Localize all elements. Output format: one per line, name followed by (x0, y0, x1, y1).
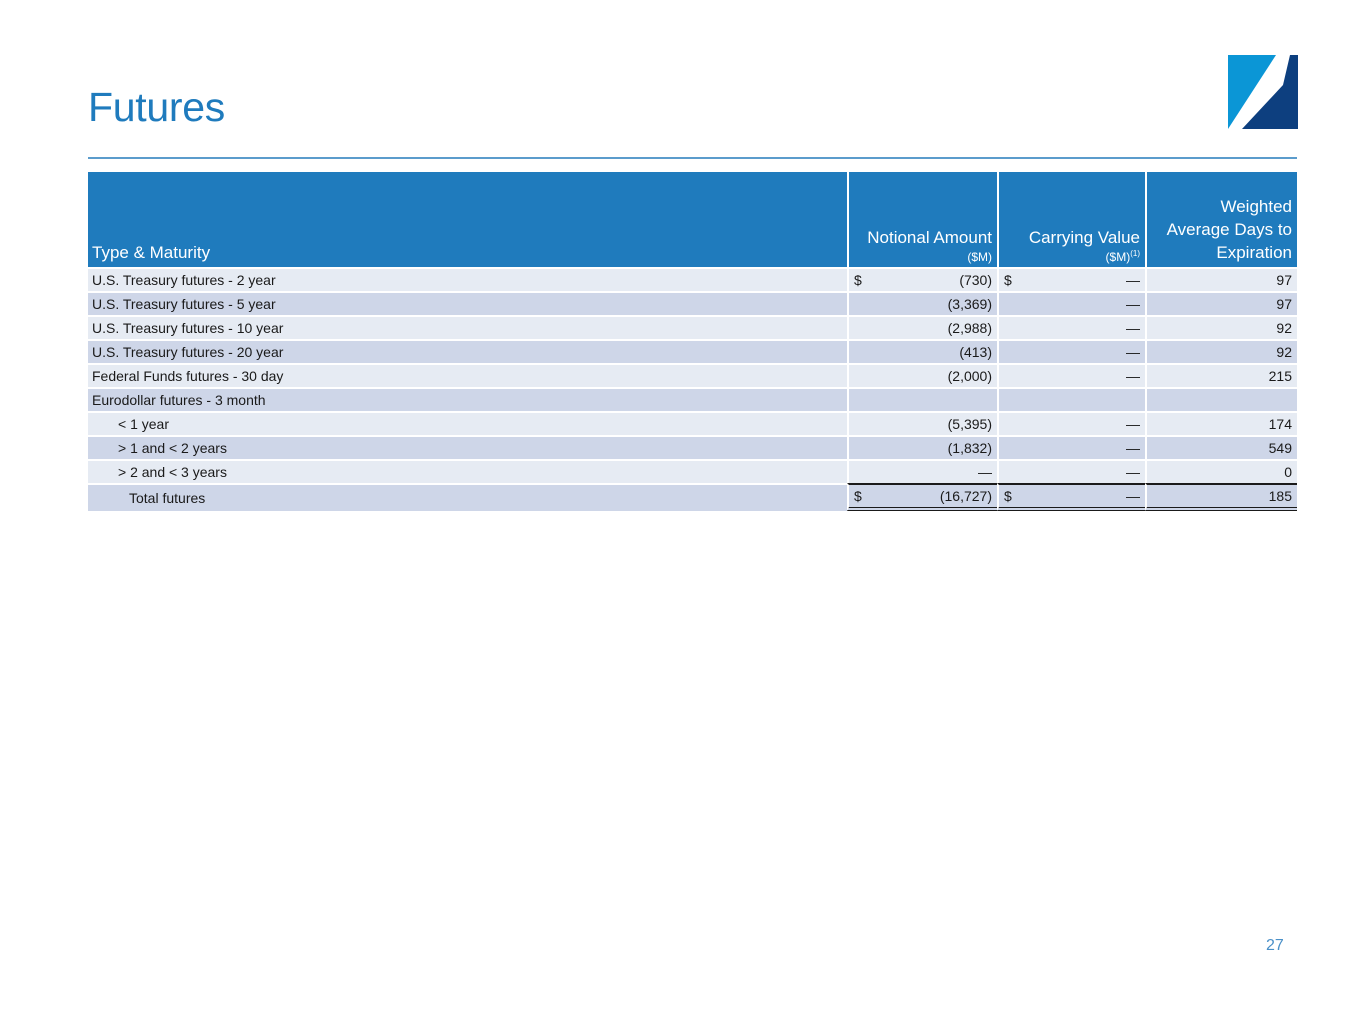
table-row (88, 267, 1297, 291)
footnote-marker: (1) (1130, 249, 1140, 258)
row-type: U.S. Treasury futures - 20 year (88, 339, 847, 363)
row-carrying (997, 291, 1145, 315)
row-days: 215 (1145, 363, 1297, 387)
row-days: 92 (1145, 315, 1297, 339)
row-notional (847, 363, 997, 387)
row-carrying (997, 315, 1145, 339)
row-carrying (997, 459, 1145, 483)
row-days: 174 (1145, 411, 1297, 435)
header-carrying-label: Carrying Value (1028, 228, 1140, 247)
row-days: 0 (1145, 459, 1297, 483)
notional-value: (2,988) (947, 320, 992, 336)
table-total-row (88, 483, 1297, 511)
row-notional (847, 411, 997, 435)
row-carrying (997, 363, 1145, 387)
table-row-group-header (88, 387, 1297, 411)
table-row (88, 363, 1297, 387)
total-type: Total futures (88, 483, 847, 511)
row-carrying (997, 435, 1145, 459)
header-notional-amount (847, 172, 997, 267)
row-days: 92 (1145, 339, 1297, 363)
row-type: > 2 and < 3 years (88, 459, 847, 483)
table-header-row (88, 172, 1297, 267)
notional-value: (2,000) (947, 368, 992, 384)
row-days: 97 (1145, 267, 1297, 291)
total-notional (847, 483, 997, 511)
header-days-line2: Average Days to (1166, 220, 1292, 239)
currency-symbol: $ (854, 488, 862, 504)
table-row (88, 435, 1297, 459)
header-notional-unit: ($M) (967, 250, 992, 264)
currency-symbol: $ (1004, 488, 1012, 504)
table-row (88, 291, 1297, 315)
title-divider (88, 157, 1297, 159)
row-notional (847, 435, 997, 459)
total-notional-value: (16,727) (939, 488, 992, 504)
row-days (1145, 387, 1297, 411)
table-row (88, 315, 1297, 339)
carrying-value: — (1126, 416, 1140, 432)
carrying-value: — (1126, 440, 1140, 456)
header-days-line1: Weighted (1220, 197, 1292, 216)
futures-table (88, 172, 1297, 511)
total-days: 185 (1145, 483, 1297, 511)
row-notional (847, 267, 997, 291)
table-row (88, 411, 1297, 435)
row-notional (847, 291, 997, 315)
row-notional (847, 315, 997, 339)
row-type: Federal Funds futures - 30 day (88, 363, 847, 387)
row-carrying (997, 387, 1145, 411)
row-notional (847, 339, 997, 363)
header-notional-label: Notional Amount (867, 228, 992, 247)
notional-value: (1,832) (947, 440, 992, 456)
header-carrying-unit-text: ($M) (1105, 250, 1131, 264)
header-type-maturity: Type & Maturity (88, 172, 847, 267)
row-days: 97 (1145, 291, 1297, 315)
carrying-value: — (1126, 272, 1140, 288)
page-title: Futures (88, 84, 225, 130)
row-type: > 1 and < 2 years (88, 435, 847, 459)
carrying-value: — (1126, 344, 1140, 360)
header-carrying-value (997, 172, 1145, 267)
row-notional (847, 459, 997, 483)
currency-symbol: $ (854, 272, 862, 288)
row-carrying (997, 267, 1145, 291)
row-carrying (997, 339, 1145, 363)
carrying-value: — (1126, 464, 1140, 480)
row-carrying (997, 411, 1145, 435)
row-type: < 1 year (88, 411, 847, 435)
total-carrying (997, 483, 1145, 511)
total-carrying-value: — (1126, 488, 1140, 504)
carrying-value: — (1126, 296, 1140, 312)
row-notional (847, 387, 997, 411)
row-type: U.S. Treasury futures - 10 year (88, 315, 847, 339)
company-logo (1228, 55, 1298, 129)
header-weighted-average-days (1145, 172, 1297, 267)
notional-value: (730) (959, 272, 992, 288)
notional-value: — (978, 464, 992, 480)
notional-value: (413) (959, 344, 992, 360)
row-days: 549 (1145, 435, 1297, 459)
page-number: 27 (1266, 937, 1284, 954)
row-type: U.S. Treasury futures - 2 year (88, 267, 847, 291)
row-type: Eurodollar futures - 3 month (88, 387, 847, 411)
header-days-line3: Expiration (1216, 243, 1292, 262)
currency-symbol: $ (1004, 272, 1012, 288)
notional-value: (3,369) (947, 296, 992, 312)
table-row (88, 459, 1297, 483)
table-row (88, 339, 1297, 363)
carrying-value: — (1126, 320, 1140, 336)
carrying-value: — (1126, 368, 1140, 384)
notional-value: (5,395) (947, 416, 992, 432)
row-type: U.S. Treasury futures - 5 year (88, 291, 847, 315)
header-carrying-unit (1004, 250, 1140, 264)
